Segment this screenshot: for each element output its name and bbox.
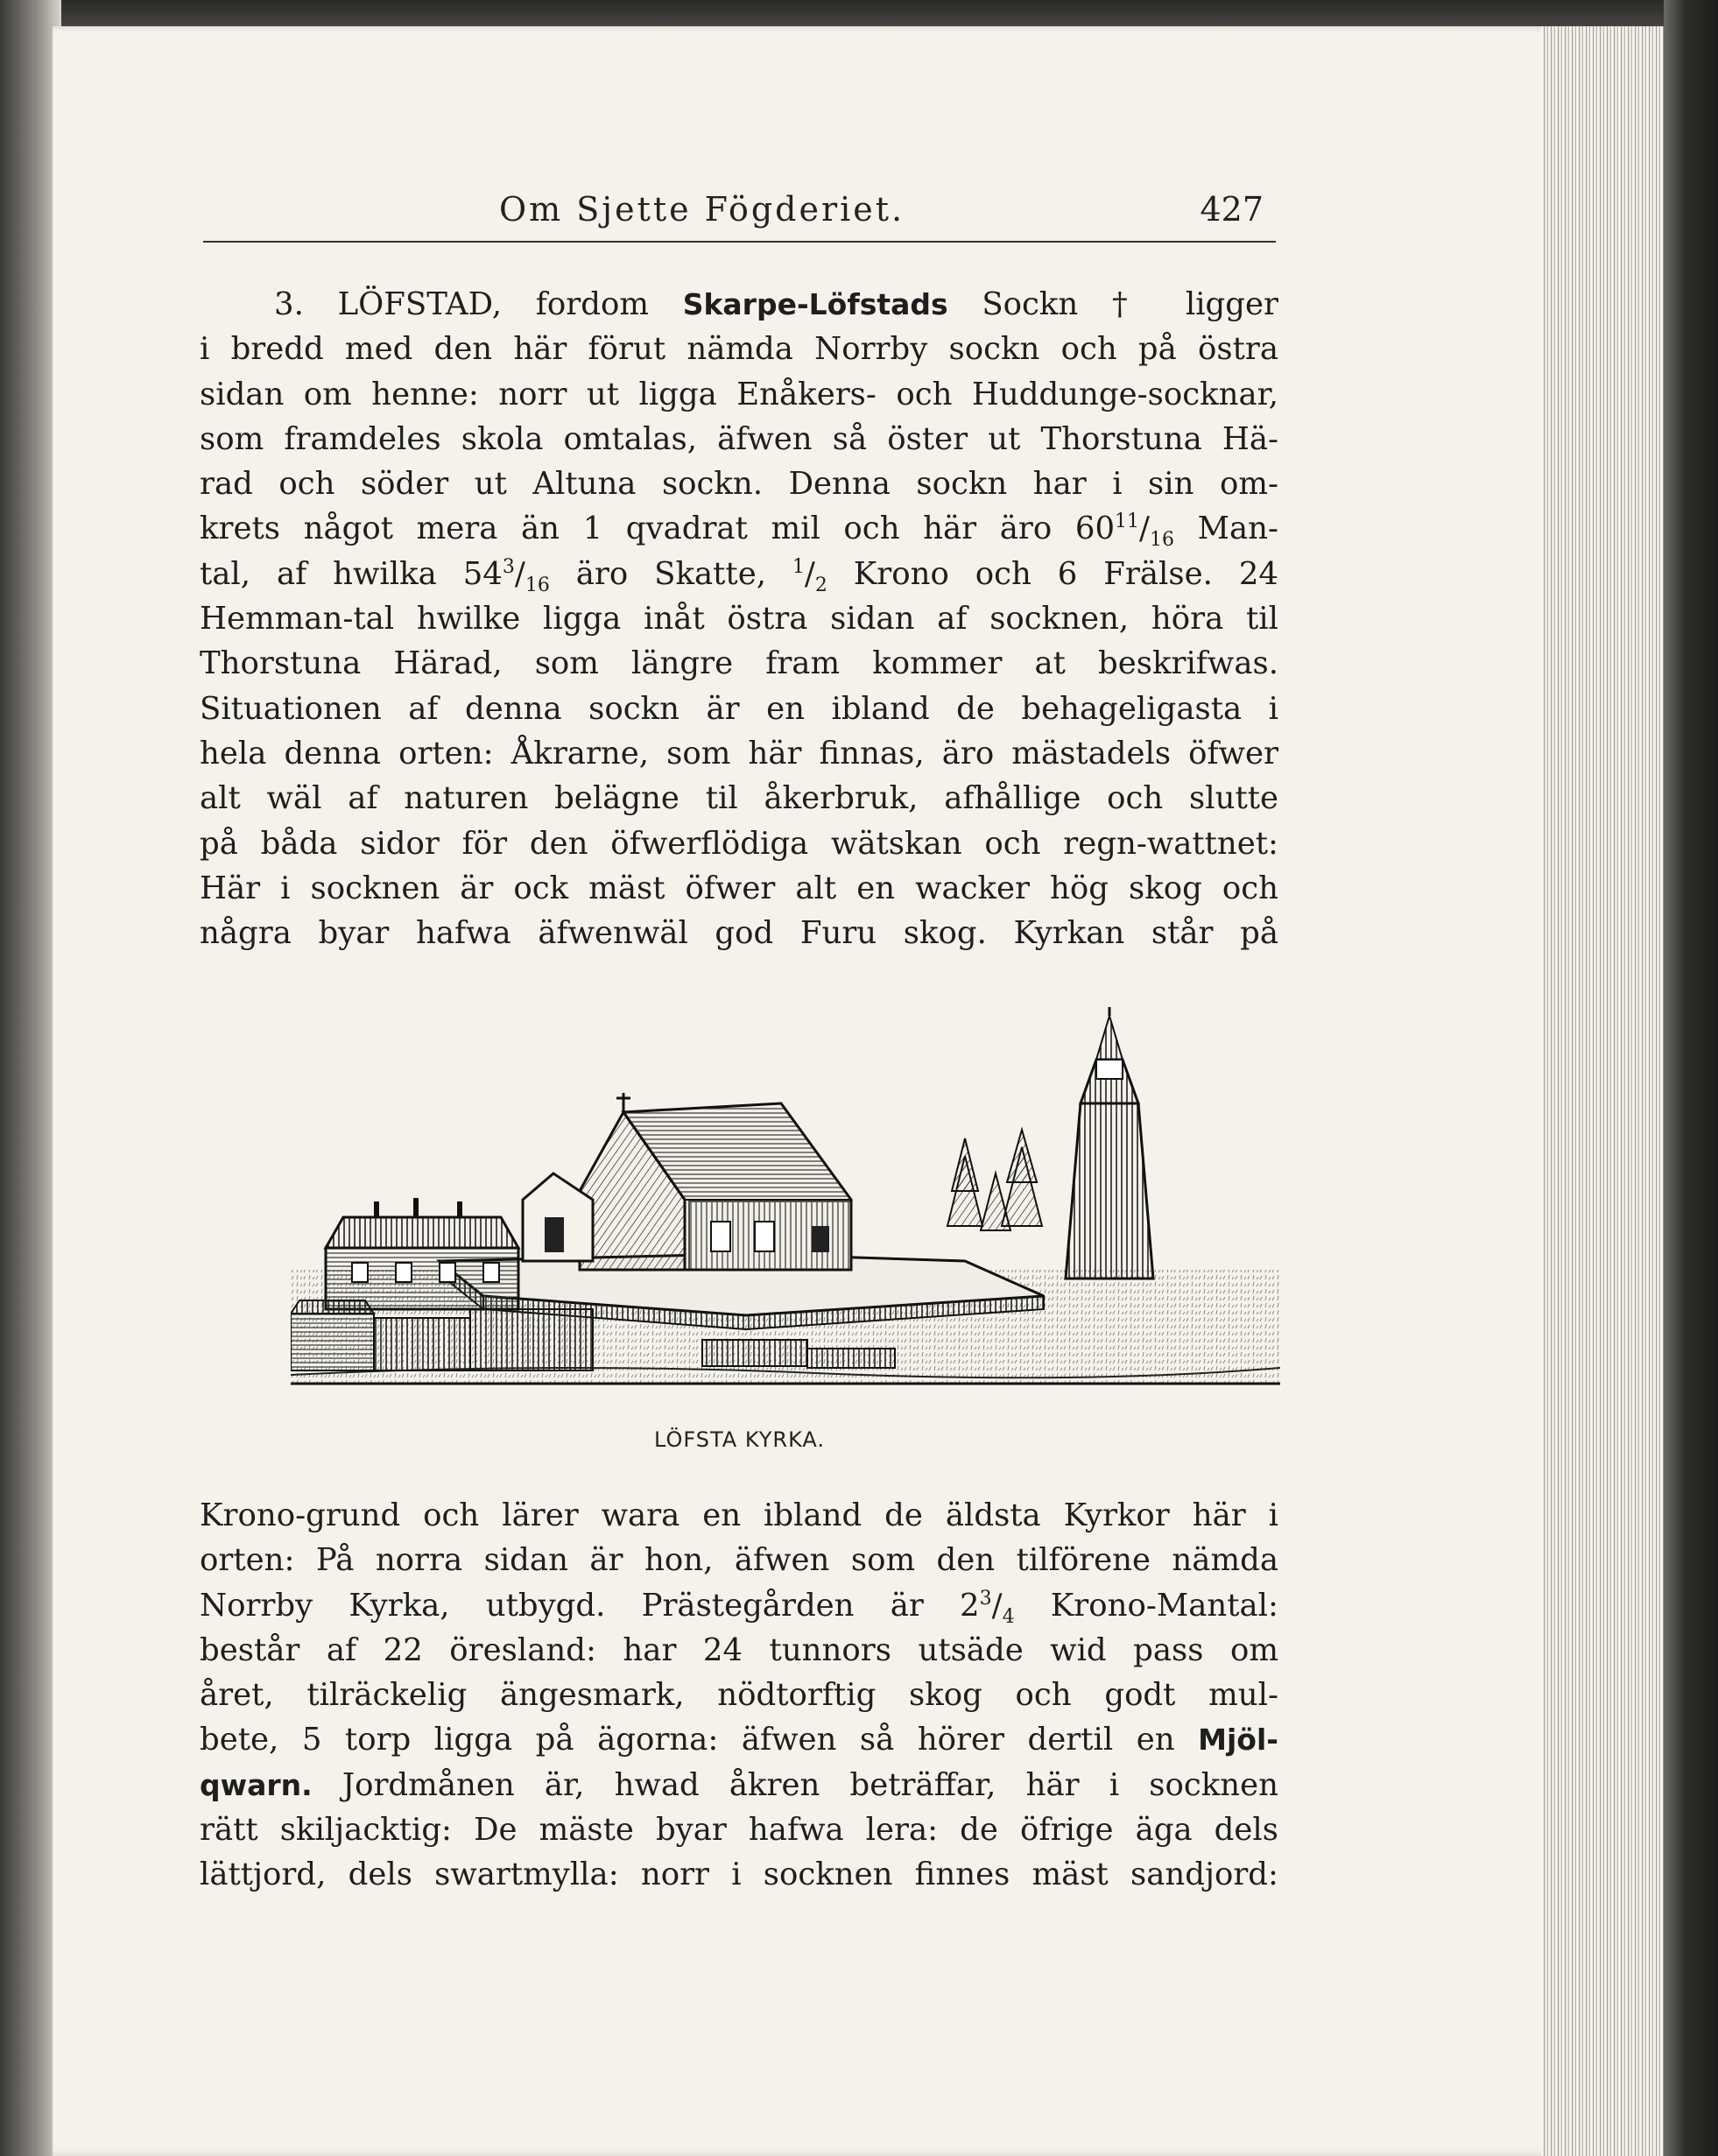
text-line: i bredd med den här förut nämda Norrby sockn och på östra — [200, 331, 1278, 368]
text-line: lättjord, dels swartmylla: norr i socknen finnes mäst sandjord: — [200, 1857, 1278, 1893]
text-line: krets något mera än 1 qvadrat mil och här äro $60^{11}/_{16}$ Man- — [200, 511, 1278, 552]
text-line: hela denna orten: Åkrarne, som här finnas, äro mästadels öfwer — [200, 735, 1278, 772]
page-number: 427 — [1200, 190, 1264, 229]
text-line: Här i socknen är ock mäst öfwer alt en wacker hög skog och — [200, 870, 1278, 906]
text-line: Krono-grund och lärer wara en ibland de äldsta Kyrkor här i — [200, 1497, 1278, 1533]
page-fore-edge — [1541, 26, 1672, 2156]
text-line: året, tilräckelig ängesmark, nödtorftig skog och godt mul- — [200, 1677, 1278, 1714]
text-line: rätt skiljacktig: De mäste byar hafwa lera: de öfrige äga dels — [200, 1812, 1278, 1849]
text-line: alt wäl af naturen belägne til åkerbruk, afhållige och slutte — [200, 780, 1278, 817]
fraction: $^1/_2$ — [792, 555, 827, 596]
text-line: på båda sidor för den öfwerflödiga wätskan och regn-wattnet: — [200, 825, 1278, 862]
text-line: Situationen af denna sockn är en ibland de behageligasta i — [200, 690, 1278, 727]
running-title: Om Sjette Fögderiet. — [499, 190, 905, 229]
fraction: $^3/_{16}$ — [502, 555, 550, 596]
paragraph-2 — [200, 1493, 1278, 1898]
text-line: orten: På norra sidan är hon, äfwen som den tilförene nämda — [200, 1542, 1278, 1579]
text-line: består af 22 öresland: har 24 tunnors utsäde wid pass om — [200, 1631, 1278, 1668]
text-line: några byar hafwa äfwenwäl god Furu skog. Kyrkan står på — [200, 915, 1278, 952]
text-line: tal, af hwilka $54^3/_{16}$ äro Skatte, $^1/_2$ Krono och 6 Frälse. 24 — [200, 555, 1278, 596]
text-line: som framdeles skola omtalas, äfwen så öster ut Thorstuna Hä- — [200, 420, 1278, 457]
book-edge-shadow — [1664, 0, 1718, 2156]
fraction: $^3/_4$ — [979, 1587, 1015, 1628]
text-line: 3. LÖFSTAD, fordom Skarpe-Löfstads Sockn † ligger — [274, 286, 1278, 322]
text-line: qwarn. Jordmånen är, hwad åkren beträffar, här i socknen — [200, 1766, 1278, 1803]
paragraph-1 — [200, 282, 1278, 955]
fraction: $^{11}/_{16}$ — [1115, 511, 1175, 552]
text-line: Thorstuna Härad, som längre fram kommer at beskrifwas. — [200, 645, 1278, 682]
text-line: bete, 5 torp ligga på ägorna: äfwen så hörer dertil en Mjöl- — [200, 1722, 1278, 1758]
text-line: rad och söder ut Altuna sockn. Denna sockn har i sin om- — [200, 466, 1278, 503]
text-line: Hemman-tal hwilke ligga inåt östra sidan af socknen, höra til — [200, 601, 1278, 638]
church-engraving — [291, 1007, 1280, 1410]
text-line: sidan om henne: norr ut ligga Enåkers- och Huddunge-socknar, — [200, 376, 1278, 412]
bold-term: Mjöl- — [1198, 1723, 1278, 1758]
figure-caption: LÖFSTA KYRKA. — [653, 1427, 826, 1452]
text-line: Norrby Kyrka, utbygd. Prästegården är $2^3/_4$ Krono-Mantal: — [200, 1587, 1278, 1628]
bold-term: qwarn. — [200, 1767, 313, 1802]
bold-term: Skarpe-Löfstads — [682, 287, 948, 321]
running-head — [203, 188, 1276, 243]
